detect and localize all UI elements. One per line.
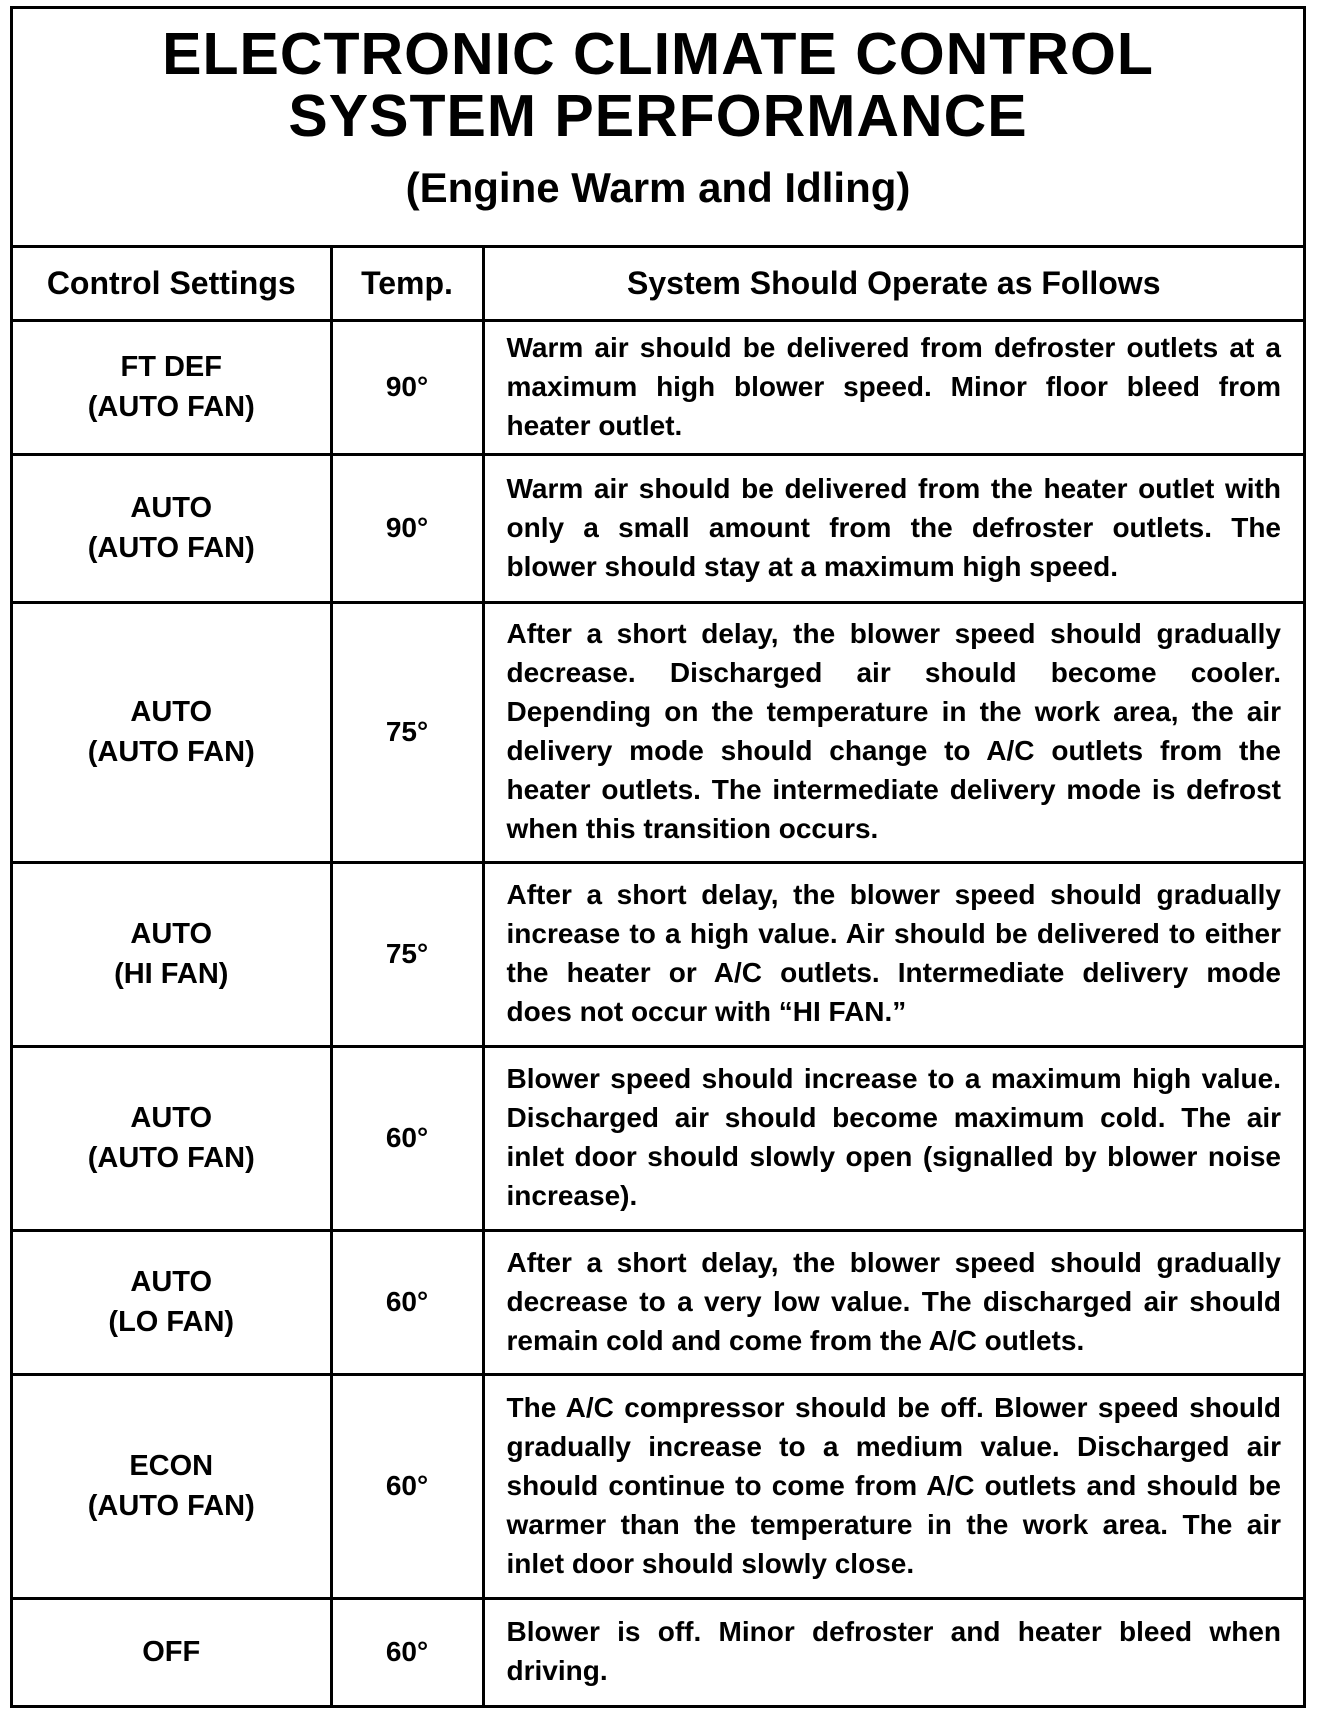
control-setting-cell [13, 454, 331, 602]
control-setting-cell [13, 862, 331, 1046]
title-block [13, 9, 1303, 248]
setting-fan: (AUTO FAN) [87, 532, 255, 564]
setting-fan: (HI FAN) [114, 958, 229, 990]
table-row [13, 602, 1303, 862]
control-setting-cell [13, 320, 331, 454]
header-operation: System Should Operate as Follows [483, 248, 1303, 320]
control-setting-cell [13, 602, 331, 862]
description-cell: After a short delay, the blower speed should gradually decrease to a very low value. The discharged air should remain cold and come from the A/C outlets. [483, 1230, 1303, 1374]
title-line-2: SYSTEM PERFORMANCE [288, 83, 1028, 149]
temp-cell: 60° [331, 1046, 483, 1230]
table-row [13, 1598, 1303, 1705]
setting-mode: ECON [129, 1450, 214, 1482]
temp-cell: 60° [331, 1374, 483, 1598]
table-row [13, 1374, 1303, 1598]
header-temp: Temp. [331, 248, 483, 320]
setting-fan: (AUTO FAN) [87, 391, 255, 423]
control-setting-cell [13, 1230, 331, 1374]
performance-chart-sheet [10, 6, 1306, 1708]
table-row [13, 1046, 1303, 1230]
description-cell: After a short delay, the blower speed should gradually decrease. Discharged air should become cooler. Depending on the temperature in the work area, the air delivery mode should change to A/C outlets from the heater outlets. The intermediate delivery mode is defrost when this transition occurs. [483, 602, 1303, 862]
control-setting-cell [13, 1598, 331, 1705]
table-row [13, 454, 1303, 602]
performance-table [13, 248, 1303, 1705]
control-setting-cell [13, 1046, 331, 1230]
control-setting-cell [13, 1374, 331, 1598]
temp-cell: 60° [331, 1230, 483, 1374]
header-row [13, 248, 1303, 320]
table-row [13, 1230, 1303, 1374]
setting-fan: (AUTO FAN) [87, 1142, 255, 1174]
header-control-settings: Control Settings [13, 248, 331, 320]
description-cell: After a short delay, the blower speed should gradually increase to a high value. Air should be delivered to either the heater or A/C outlets. Intermediate delivery mode does not occur with “HI FAN.” [483, 862, 1303, 1046]
title-line-1: ELECTRONIC CLIMATE CONTROL [162, 21, 1154, 87]
temp-cell: 75° [331, 602, 483, 862]
description-cell: Blower speed should increase to a maximum high value. Discharged air should become maximum cold. The air inlet door should slowly open (signalled by blower noise increase). [483, 1046, 1303, 1230]
temp-cell: 90° [331, 320, 483, 454]
description-cell: Blower is off. Minor defroster and heater bleed when driving. [506, 1616, 1281, 1687]
setting-mode: AUTO [130, 918, 213, 950]
temp-cell: 90° [331, 454, 483, 602]
description-cell: Warm air should be delivered from the heater outlet with only a small amount from the defroster outlets. The blower should stay at a maximum high speed. [483, 454, 1303, 602]
setting-mode: FT DEF [120, 351, 222, 383]
setting-mode: AUTO [130, 1102, 213, 1134]
subtitle: (Engine Warm and Idling) [405, 164, 911, 211]
setting-mode: AUTO [130, 1266, 213, 1298]
table-row [13, 320, 1303, 454]
temp-cell: 60° [331, 1598, 483, 1705]
setting-mode: AUTO [130, 492, 213, 524]
setting-fan: (AUTO FAN) [87, 1490, 255, 1522]
setting-mode: OFF [142, 1636, 201, 1669]
setting-fan: (LO FAN) [108, 1306, 235, 1338]
temp-cell: 75° [331, 862, 483, 1046]
setting-fan: (AUTO FAN) [87, 736, 255, 768]
description-cell: Warm air should be delivered from defroster outlets at a maximum high blower speed. Minor floor bleed from heater outlet. [483, 320, 1303, 454]
setting-mode: AUTO [130, 696, 213, 728]
description-cell: The A/C compressor should be off. Blower speed should gradually increase to a medium value. Discharged air should continue to come from A/C outlets and should be warmer than the temperature in the work area. The air inlet door should slowly close. [483, 1374, 1303, 1598]
table-row [13, 862, 1303, 1046]
